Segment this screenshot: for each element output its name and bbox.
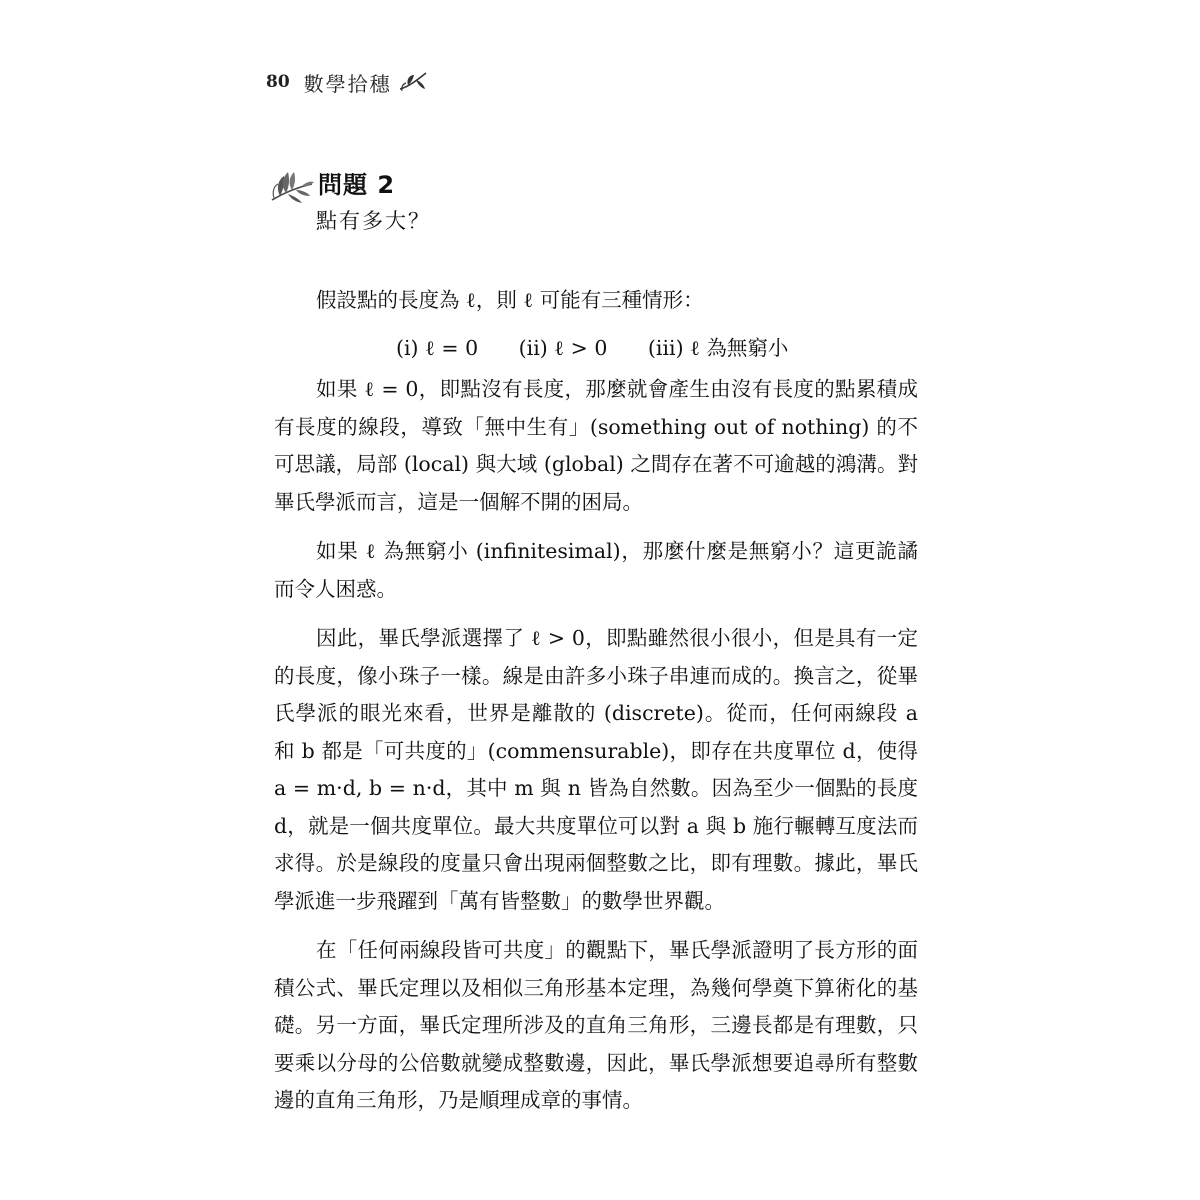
wheat-sprig-icon: [268, 160, 316, 204]
body-text: [274, 282, 918, 1132]
problem-heading: [268, 160, 395, 204]
problem-question: 點有多大？: [316, 209, 431, 233]
paragraph-positive-length: 因此，畢氏學派選擇了 ℓ > 0，即點雖然很小很小，但是具有一定的長度，像小珠子一樣。線是由許多小珠子串連而成的。換言之，從畢氏學派的眼光來看，世界是離散的 (discrete)。從而，任何兩線段 a 和 b 都是「可共度的」(commensurable)，即存在共度單位 d，使得 a = m·d, b = n·d，其中 m 與 n 皆為自然數。因為至少一個點的長度 d，就是一個共度單位。最大共度單位可以對 a 與 b 施行輾轉互度法而求得。於是線段的度量只會出現兩個整數之比，即有理數。據此，畢氏學派進一步飛躍到「萬有皆整數」的數學世界觀。: [274, 626, 918, 913]
book-title: 數學拾穗: [303, 71, 392, 96]
paragraph-zero-length: 如果 ℓ = 0，即點沒有長度，那麼就會產生由沒有長度的點累積成有長度的線段，導致「無中生有」(something out of nothing) 的不可思議，局部 (local) 與大域 (global) 之間存在著不可逾越的鴻溝。對畢氏學派而言，這是一個解不開的困局。: [274, 377, 918, 514]
case-ii: (ii) ℓ > 0: [518, 335, 608, 360]
problem-title: 問題 2: [318, 170, 396, 199]
paragraph-commensurable: 在「任何兩線段皆可共度」的觀點下，畢氏學派證明了長方形的面積公式、畢氏定理以及相似三角形基本定理，為幾何學奠下算術化的基礎。另一方面，畢氏定理所涉及的直角三角形，三邊長都是有理數，只要乘以分母的公倍數就變成整數邊，因此，畢氏學派想要追尋所有整數邊的直角三角形，乃是順理成章的事情。: [274, 938, 918, 1112]
case-list: [274, 330, 918, 368]
running-header: [266, 66, 428, 98]
case-i: (i) ℓ = 0: [396, 335, 479, 360]
paragraph-infinitesimal: 如果 ℓ 為無窮小 (infinitesimal)，那麼什麼是無窮小？這更詭譎而令人困惑。: [274, 539, 918, 601]
case-iii: (iii) ℓ 為無窮小: [647, 335, 789, 360]
page-number: 80: [266, 72, 290, 92]
leaf-sprig-icon: [398, 69, 428, 95]
paragraph-intro: 假設點的長度為 ℓ，則 ℓ 可能有三種情形：: [316, 288, 704, 312]
